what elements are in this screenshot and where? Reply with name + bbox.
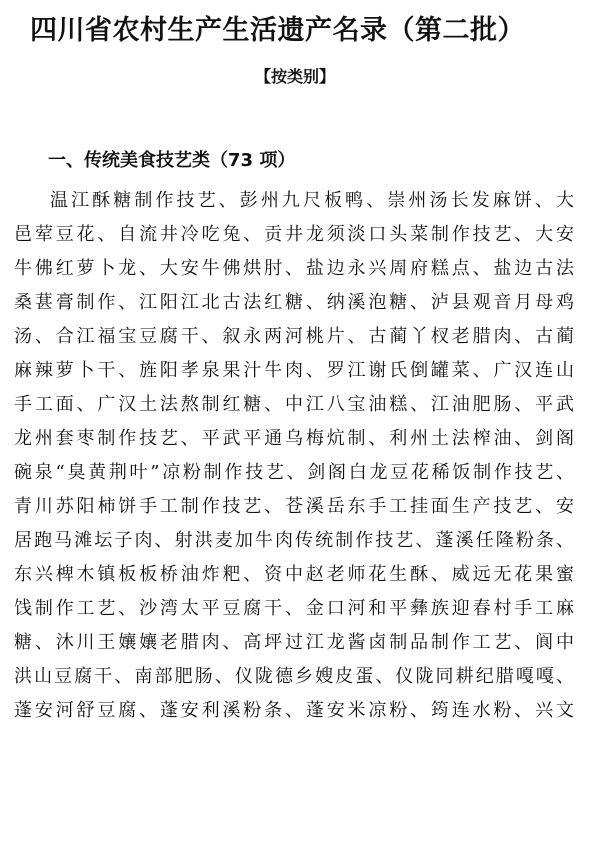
- section-heading: 一、传统美食技艺类（73 项）: [48, 150, 296, 171]
- body-line: 青川苏阳柿饼手工制作技艺、苍溪岳东手工挂面生产技艺、安: [14, 496, 574, 517]
- document-subtitle: 【按类别】: [254, 67, 335, 86]
- body-line: 糖、沐川王孃孃老腊肉、高坪过江龙酱卤制品制作工艺、阆中: [14, 632, 574, 653]
- body-line: 龙州套枣制作技艺、平武平通乌梅炕制、利州土法榨油、剑阁: [14, 428, 574, 449]
- body-line: 碗泉“臭黄荆叶”凉粉制作技艺、剑阁白龙豆花稀饭制作技艺、: [14, 462, 574, 483]
- body-line: 手工面、广汉土法熬制红糖、中江八宝油糕、江油肥肠、平武: [14, 394, 574, 415]
- body-line: 蓬安河舒豆腐、蓬安利溪粉条、蓬安米凉粉、筠连水粉、兴文: [14, 700, 574, 721]
- document-title: 四川省农村生产生活遗产名录（第二批）: [30, 15, 525, 46]
- body-line: 汤、合江福宝豆腐干、叙永两河桃片、古蔺丫杈老腊肉、古蔺: [14, 326, 574, 347]
- body-line: 饯制作工艺、沙湾太平豆腐干、金口河和平彝族迎春村手工麻: [14, 598, 574, 619]
- body-line: 桑葚膏制作、江阳江北古法红糖、纳溪泡糖、泸县观音月母鸡: [14, 292, 574, 313]
- body-line: 东兴椑木镇板板桥油炸粑、资中赵老师花生酥、威远无花果蜜: [14, 564, 574, 585]
- body-line: 居跑马滩坛子肉、射洪麦加牛肉传统制作技艺、蓬溪任隆粉条、: [14, 530, 574, 551]
- body-line: 邑荤豆花、自流井冷吃兔、贡井龙须淡口头菜制作技艺、大安: [14, 224, 574, 245]
- body-line: 温江酥糖制作技艺、彭州九尺板鸭、崇州汤长发麻饼、大: [50, 190, 574, 211]
- body-line: 牛佛红萝卜龙、大安牛佛烘肘、盐边永兴周府糕点、盐边古法: [14, 258, 574, 279]
- body-line: 洪山豆腐干、南部肥肠、仪陇德乡嫂皮蛋、仪陇同耕纪腊嘎嘎、: [14, 666, 574, 687]
- body-line: 麻辣萝卜干、旌阳孝泉果汁牛肉、罗江谢氏倒罐菜、广汉连山: [14, 360, 574, 381]
